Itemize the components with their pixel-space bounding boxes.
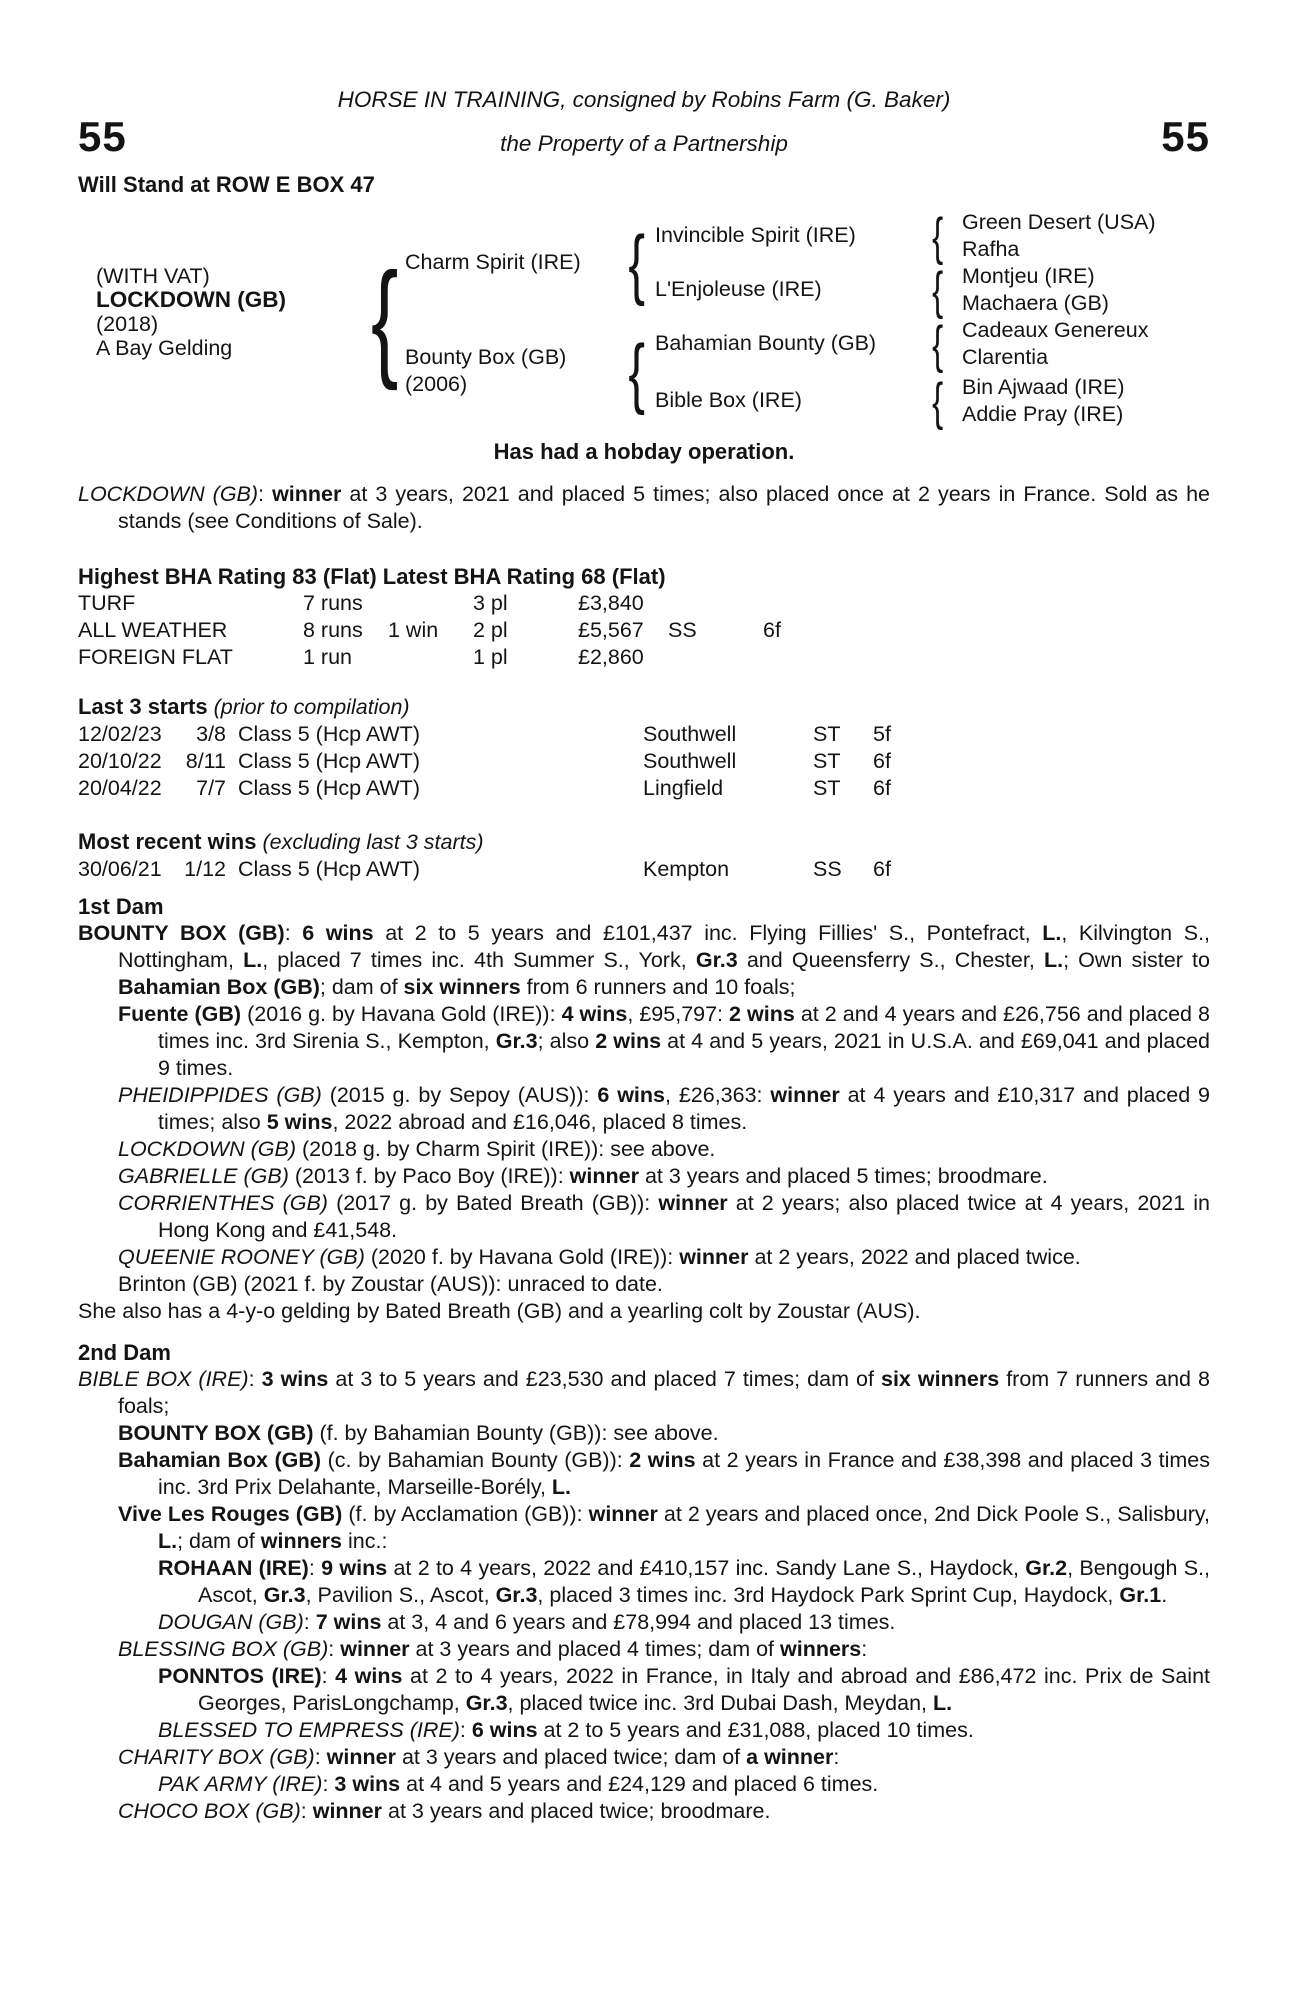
last-starts-subtitle: (prior to compilation) xyxy=(207,695,410,719)
dam-record-paragraph: BIBLE BOX (IRE): 3 wins at 3 to 5 years and £23,530 and placed 7 times; dam of six winners from 7 runners and 8 foals; xyxy=(78,1367,1211,1418)
distance-value xyxy=(763,644,1210,671)
additional-produce-note: She also has a 4-y-o gelding by Bated Breath (GB) and a yearling colt by Zoustar (AUS). xyxy=(78,1299,921,1323)
veterinary-notice: Has had a hobday operation. xyxy=(493,439,795,464)
progeny-paragraph: GABRIELLE (GB) (2013 f. by Paco Boy (IRE)): winner at 3 years and placed 5 times; broodmare. xyxy=(118,1164,1048,1188)
first-dam-heading: 1st Dam xyxy=(78,894,164,919)
racecourse: Lingfield xyxy=(643,776,724,800)
second-dam-heading: 2nd Dam xyxy=(78,1340,171,1365)
racecourse: Southwell xyxy=(643,749,737,773)
placed-value: 3 pl xyxy=(473,591,508,615)
progeny-paragraph: LOCKDOWN (GB) (2018 g. by Charm Spirit (IRE)): see above. xyxy=(118,1137,716,1161)
progeny-paragraph: PHEIDIPPIDES (GB) (2015 g. by Sepoy (AUS)): 6 wins, £26,363: winner at 4 years and £10,317 and placed 9 times; also 5 wins, 2022 abroad and £16,046, placed 8 times. xyxy=(118,1083,1210,1134)
going-value xyxy=(668,590,763,617)
pedigree-brace-main xyxy=(371,248,398,391)
great-grandparent-name: Addie Pray (IRE) xyxy=(962,402,1124,426)
surface-label: FOREIGN FLAT xyxy=(78,645,233,669)
progeny-paragraph: ROHAAN (IRE): 9 wins at 2 to 4 years, 2022 and £410,157 inc. Sandy Lane S., Haydock, Gr.2, Bengough S., Ascot, Gr.3, Pavilion S., Ascot, Gr.3, placed 3 times inc. 3rd Haydock Park Sprint Cup, Haydock, Gr.1. xyxy=(158,1556,1211,1607)
great-grandparent-name: Bin Ajwaad (IRE) xyxy=(962,375,1125,399)
horse-name: LOCKDOWN (GB) xyxy=(96,287,286,312)
property-line: the Property of a Partnership xyxy=(500,131,788,156)
pedigree-brace-pair xyxy=(932,262,943,318)
runs-value: 1 run xyxy=(303,645,353,669)
runs-value: 8 runs xyxy=(303,618,363,642)
race-class: Class 5 (Hcp AWT) xyxy=(238,776,420,800)
going-value: SS xyxy=(668,618,697,642)
race-class: Class 5 (Hcp AWT) xyxy=(238,857,420,881)
last-starts-heading xyxy=(78,693,1210,721)
earnings-value: £2,860 xyxy=(578,645,644,669)
granddam-name: Bible Box (IRE) xyxy=(655,388,802,412)
distance-value: 6f xyxy=(763,618,781,642)
recent-wins-title: Most recent wins xyxy=(78,829,257,854)
bha-rating-heading: Highest BHA Rating 83 (Flat) Latest BHA Rating 68 (Flat) xyxy=(78,564,666,589)
progeny-paragraph: BLESSED TO EMPRESS (IRE): 6 wins at 2 to 5 years and £31,088, placed 10 times. xyxy=(158,1718,974,1742)
progeny-paragraph: CHOCO BOX (GB): winner at 3 years and placed twice; broodmare. xyxy=(118,1799,771,1823)
progeny-paragraph: CHARITY BOX (GB): winner at 3 years and placed twice; dam of a winner: xyxy=(118,1745,840,1769)
progeny-paragraph: QUEENIE ROONEY (GB) (2020 f. by Havana Gold (IRE)): winner at 2 years, 2022 and placed twice. xyxy=(118,1245,1081,1269)
progeny-paragraph: Vive Les Rouges (GB) (f. by Acclamation (GB)): winner at 2 years and placed once, 2nd Dick Poole S., Salisbury, L.; dam of winners inc.: xyxy=(118,1502,1211,1553)
rating-table-row xyxy=(78,644,1210,671)
progeny-paragraph: BLESSING BOX (GB): winner at 3 years and placed 4 times; dam of winners: xyxy=(118,1637,868,1661)
distance-value xyxy=(763,590,1210,617)
finish-position: 1/12 xyxy=(184,857,226,881)
race-date: 20/04/22 xyxy=(78,776,162,800)
stabling-location: Will Stand at ROW E BOX 47 xyxy=(78,172,375,197)
pedigree-chart xyxy=(78,204,1210,430)
start-row xyxy=(78,775,1210,802)
race-distance: 5f xyxy=(873,722,891,746)
progeny-paragraph: Bahamian Box (GB) (c. by Bahamian Bounty (GB)): 2 wins at 2 years in France and £38,398 and placed 3 times inc. 3rd Prix Delahante, Marseille-Borély, L. xyxy=(118,1448,1210,1499)
pedigree-brace-dam xyxy=(628,329,645,414)
race-summary-paragraph: LOCKDOWN (GB): winner at 3 years, 2021 and placed 5 times; also placed once at 2 years in France. Sold as he stands (see Conditions of Sale). xyxy=(78,482,1210,533)
finish-position: 7/7 xyxy=(196,776,226,800)
start-row xyxy=(78,748,1210,775)
pedigree-brace-pair xyxy=(932,208,943,264)
placed-value: 2 pl xyxy=(473,618,508,642)
progeny-paragraph: DOUGAN (GB): 7 wins at 3, 4 and 6 years and £78,994 and placed 13 times. xyxy=(158,1610,896,1634)
great-grandparent-name: Rafha xyxy=(962,237,1020,261)
race-distance: 6f xyxy=(873,749,891,773)
recent-wins-heading xyxy=(78,828,1210,856)
rating-table-row xyxy=(78,617,1210,644)
race-distance: 6f xyxy=(873,776,891,800)
horse-details xyxy=(96,264,286,360)
going-code: ST xyxy=(813,722,841,746)
race-distance: 6f xyxy=(873,857,891,881)
great-grandparent-name: Machaera (GB) xyxy=(962,291,1109,315)
dam-record-paragraph: BOUNTY BOX (GB): 6 wins at 2 to 5 years and £101,437 inc. Flying Fillies' S., Pontefract, L., Kilvington S., Nottingham, L., placed 7 times inc. 4th Summer S., York, Gr.3 and Queensferry S., Chester, L.; Own sister to Bahamian Box (GB); dam of six winners from 6 runners and 10 foals; xyxy=(78,921,1211,999)
pedigree-brace-sire xyxy=(628,220,645,305)
vat-status: (WITH VAT) xyxy=(96,264,210,288)
progeny-paragraph: Fuente (GB) (2016 g. by Havana Gold (IRE)): 4 wins, £95,797: 2 wins at 2 and 4 years and £26,756 and placed 8 times inc. 3rd Sirenia S., Kempton, Gr.3; also 2 wins at 4 and 5 years, 2021 in U.S.A. and £69,041 and placed 9 times. xyxy=(118,1002,1210,1080)
racecourse: Southwell xyxy=(643,722,737,746)
progeny-paragraph: CORRIENTHES (GB) (2017 g. by Bated Breath (GB)): winner at 2 years; also placed twice at 4 years, 2021 in Hong Kong and £41,548. xyxy=(118,1191,1210,1242)
horse-description: A Bay Gelding xyxy=(96,336,233,360)
great-grandparent-name: Clarentia xyxy=(962,345,1049,369)
earnings-value: £3,840 xyxy=(578,591,644,615)
page-content xyxy=(78,86,1210,1825)
finish-position: 3/8 xyxy=(196,722,226,746)
race-class: Class 5 (Hcp AWT) xyxy=(238,749,420,773)
consignor-line: HORSE IN TRAINING, consigned by Robins Farm (G. Baker) xyxy=(337,87,951,112)
going-code: ST xyxy=(813,776,841,800)
sire-name: Charm Spirit (IRE) xyxy=(405,250,581,274)
race-date: 12/02/23 xyxy=(78,722,162,746)
grandsire-name: Invincible Spirit (IRE) xyxy=(655,223,856,247)
placed-value: 1 pl xyxy=(473,645,508,669)
header-row xyxy=(78,115,1210,159)
great-grandparent-name: Cadeaux Genereux xyxy=(962,318,1149,342)
surface-label: TURF xyxy=(78,591,136,615)
progeny-paragraph: BOUNTY BOX (GB) (f. by Bahamian Bounty (GB)): see above. xyxy=(118,1421,719,1445)
rating-table-row xyxy=(78,590,1210,617)
earnings-value: £5,567 xyxy=(578,618,644,642)
going-value xyxy=(668,644,763,671)
going-code: SS xyxy=(813,857,842,881)
progeny-paragraph: PAK ARMY (IRE): 3 wins at 4 and 5 years and £24,129 and placed 6 times. xyxy=(158,1772,879,1796)
start-row xyxy=(78,721,1210,748)
finish-position: 8/11 xyxy=(185,749,226,773)
lot-number-right: 55 xyxy=(1161,113,1210,160)
race-date: 30/06/21 xyxy=(78,857,162,881)
wins-value: 1 win xyxy=(388,618,439,642)
granddam-name: L'Enjoleuse (IRE) xyxy=(655,277,822,301)
progeny-paragraph: PONNTOS (IRE): 4 wins at 2 to 4 years, 2022 in France, in Italy and abroad and £86,472 inc. Prix de Saint Georges, ParisLongchamp, Gr.3, placed twice inc. 3rd Dubai Dash, Meydan, L. xyxy=(158,1664,1211,1715)
progeny-paragraph: Brinton (GB) (2021 f. by Zoustar (AUS)): unraced to date. xyxy=(118,1272,663,1296)
great-grandparent-name: Montjeu (IRE) xyxy=(962,264,1095,288)
dam-foaling-year: (2006) xyxy=(405,372,468,396)
grandsire-name: Bahamian Bounty (GB) xyxy=(655,331,877,355)
last-starts-title: Last 3 starts xyxy=(78,694,208,719)
race-date: 20/10/22 xyxy=(78,749,162,773)
lot-number-left: 55 xyxy=(78,113,127,160)
pedigree-brace-pair xyxy=(932,316,943,372)
wins-value xyxy=(388,644,473,671)
race-class: Class 5 (Hcp AWT) xyxy=(238,722,420,746)
dam-name: Bounty Box (GB) xyxy=(405,345,567,369)
wins-value xyxy=(388,590,473,617)
surface-label: ALL WEATHER xyxy=(78,618,228,642)
start-row xyxy=(78,856,1210,883)
pedigree-brace-pair xyxy=(932,373,943,429)
racecourse: Kempton xyxy=(643,857,730,881)
recent-wins-subtitle: (excluding last 3 starts) xyxy=(256,830,484,854)
runs-value: 7 runs xyxy=(303,591,363,615)
foaling-year: (2018) xyxy=(96,312,159,336)
great-grandparent-name: Green Desert (USA) xyxy=(962,210,1156,234)
going-code: ST xyxy=(813,749,841,773)
